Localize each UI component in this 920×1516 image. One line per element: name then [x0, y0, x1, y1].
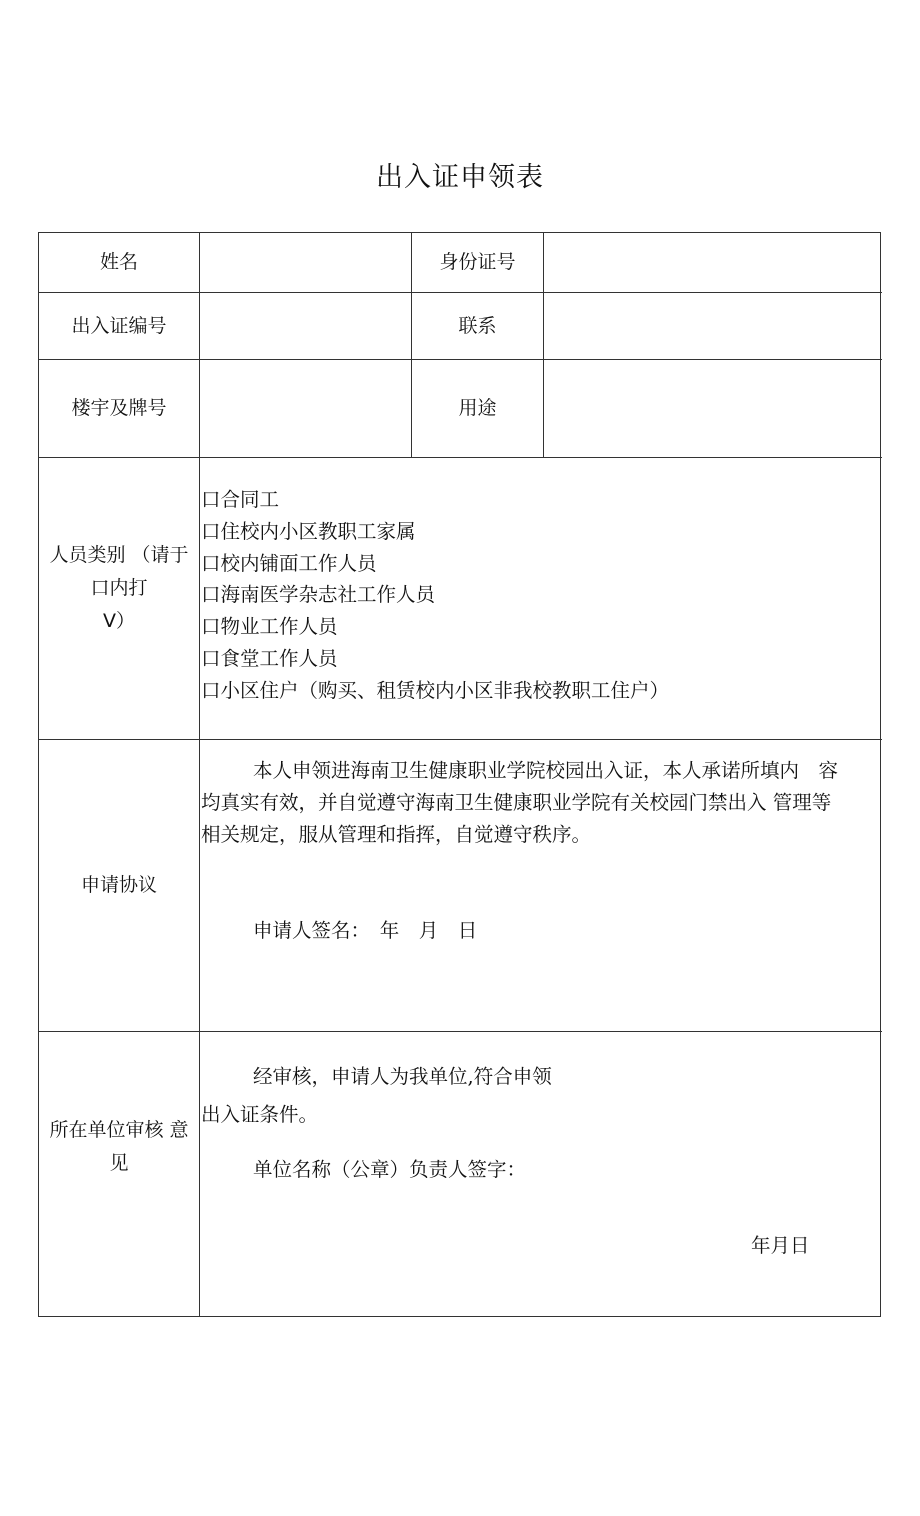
category-option-resident[interactable]: 口小区住户（购买、租赁校内小区非我校教职工住户）	[201, 678, 670, 702]
page-title: 出入证申领表	[376, 162, 544, 193]
name-field[interactable]	[200, 233, 411, 292]
unit-name-signature[interactable]: 单位名称（公章）负责人签字：	[253, 1158, 527, 1181]
category-option-canteen-staff[interactable]: 口食堂工作人员	[201, 646, 338, 670]
contact-field[interactable]	[544, 293, 880, 359]
agreement-text-line: 均真实有效，并自觉遵守海南卫生健康职业学院有关校园门禁出入 管理等	[201, 791, 832, 814]
category-label	[39, 458, 199, 739]
contact-label: 联系	[458, 314, 497, 337]
unit-review-label	[39, 1032, 199, 1316]
id-number-label: 身份证号	[439, 251, 516, 273]
building-field[interactable]	[200, 360, 411, 457]
category-label-line: 口内打	[90, 577, 148, 599]
category-label-line: V）	[103, 610, 135, 632]
agreement-text-line: 相关规定，服从管理和指挥，自觉遵守秩序。	[201, 823, 592, 846]
pass-number-label: 出入证编号	[71, 314, 167, 337]
applicant-signature[interactable]: 申请人签名： 年 月 日	[253, 919, 478, 942]
name-label: 姓名	[99, 251, 138, 273]
category-label-line: 人员类别 （请于	[49, 544, 189, 566]
purpose-field[interactable]	[544, 360, 880, 457]
category-option-journal-staff[interactable]: 口海南医学杂志社工作人员	[201, 583, 436, 607]
review-text-line: 出入证条件。	[201, 1103, 319, 1126]
unit-review-label-line: 见	[109, 1152, 129, 1174]
building-label: 楼宇及牌号	[71, 397, 167, 419]
agreement-label: 申请协议	[80, 874, 157, 896]
unit-review-label-line: 所在单位审核 意	[49, 1119, 189, 1141]
category-option-staff-family[interactable]: 口住校内小区教职工家属	[201, 519, 416, 543]
application-form-table	[38, 232, 881, 1317]
review-text-line: 经审核，申请人为我单位,符合申领	[253, 1065, 552, 1088]
category-option-shop-worker[interactable]: 口校内铺面工作人员	[201, 551, 377, 575]
purpose-label: 用途	[458, 397, 497, 419]
category-options	[201, 484, 669, 707]
id-number-field[interactable]	[544, 233, 880, 292]
review-date[interactable]: 年月日	[751, 1234, 810, 1257]
category-option-contract-worker[interactable]: 口合同工	[201, 488, 280, 511]
category-option-property-staff[interactable]: 口物业工作人员	[201, 615, 338, 639]
pass-number-field[interactable]	[200, 293, 411, 359]
agreement-text-line: 本人申领进海南卫生健康职业学院校园出入证，本人承诺所填内 容	[253, 759, 839, 782]
